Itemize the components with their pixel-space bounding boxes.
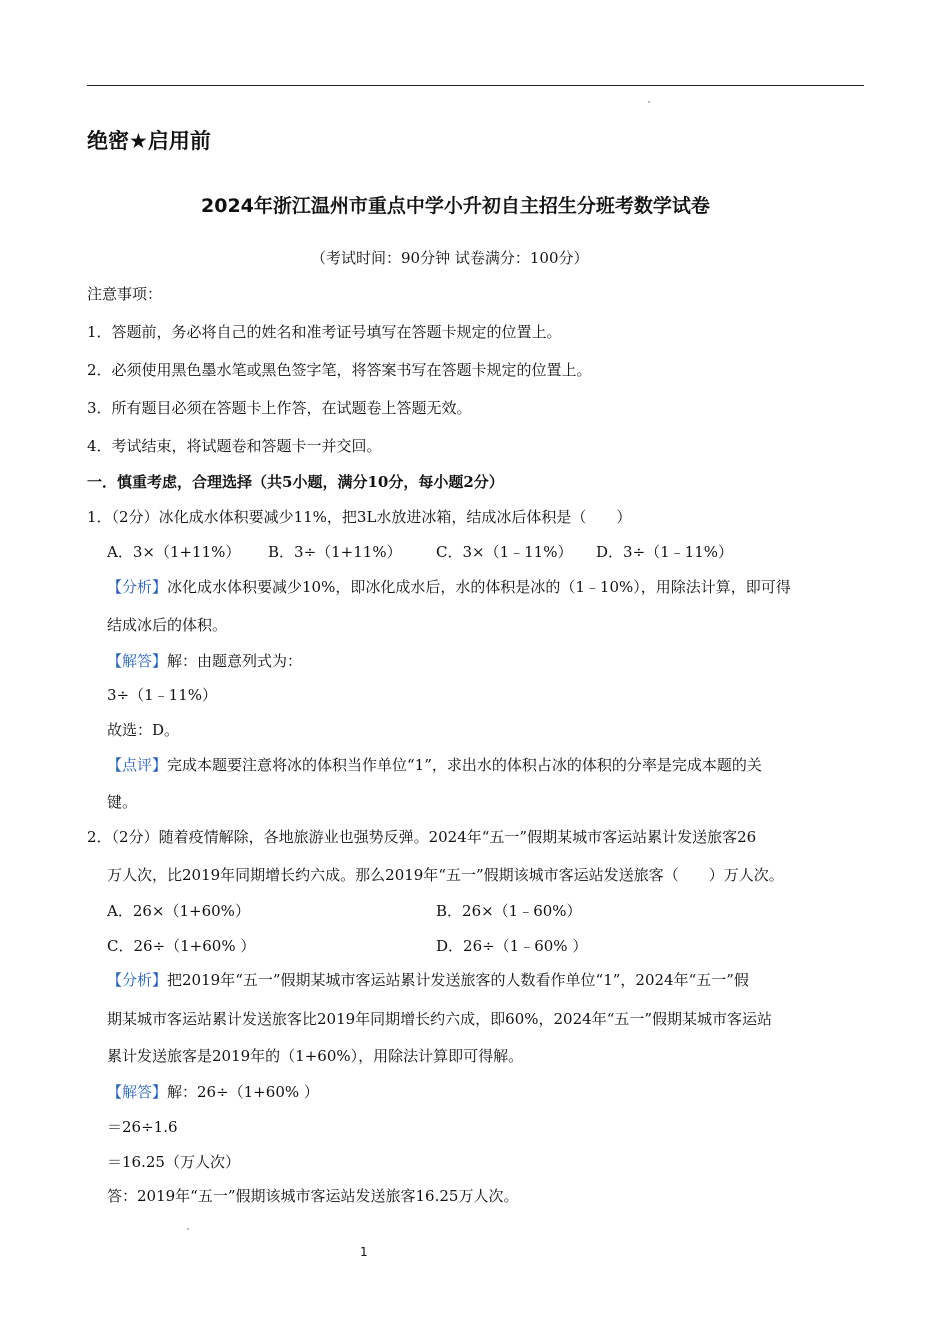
q1-option-c: C．3×（1﹣11%）: [436, 543, 573, 561]
q2-answer-final: 答：2019年“五一”假期该城市客运站发送旅客16.25万人次。: [107, 1187, 519, 1205]
analysis-text: 把2019年“五一”假期某城市客运站累计发送旅客的人数看作单位“1”，2024年“五一”假: [167, 971, 749, 989]
notice-heading: 注意事项：: [87, 285, 163, 303]
q2-answer: [107, 1085, 319, 1100]
secret-label: 绝密★启用前: [87, 129, 211, 153]
answer-tag: 【解答】: [107, 1083, 168, 1101]
section-heading: 一．慎重考虑，合理选择（共5小题，满分10分，每小题2分）: [87, 473, 504, 491]
analysis-text: 冰化成水体积要减少10%，即冰化成水后，水的体积是冰的（1﹣10%），用除法计算，即可得: [167, 578, 791, 596]
answer-text: 解：26÷（1+60% ）: [167, 1083, 319, 1101]
q1-answer: [107, 654, 302, 669]
q2-option-a: A．26×（1+60%）: [107, 902, 250, 920]
q2-stem: 2．（2分）随着疫情解除，各地旅游业也强势反弹。2024年“五一”假期某城市客运站累计发送旅客26: [87, 828, 757, 846]
comment-tag: 【点评】: [107, 756, 168, 774]
q2-stem-cont: 万人次，比2019年同期增长约六成。那么2019年“五一”假期该城市客运站发送旅客（ ）万人次。: [107, 866, 784, 884]
q1-option-a: A．3×（1+11%）: [107, 543, 241, 561]
q2-analysis-cont: 期某城市客运站累计发送旅客比2019年同期增长约六成，即60%，2024年“五一”假期某城市客运站: [107, 1010, 773, 1028]
speck: [187, 1228, 189, 1230]
q1-comment-cont: 键。: [107, 793, 138, 811]
analysis-tag: 【分析】: [107, 971, 168, 989]
q2-analysis-cont: 累计发送旅客是2019年的（1+60%），用除法计算即可得解。: [107, 1047, 524, 1065]
exam-info: （考试时间：90分钟 试卷满分：100分）: [311, 249, 589, 267]
answer-tag: 【解答】: [107, 652, 168, 670]
q1-analysis-cont: 结成冰后的体积。: [107, 616, 228, 634]
page-number: 1: [360, 1245, 368, 1259]
q1-stem: 1．（2分）冰化成水体积要减少11%，把3L水放进冰箱，结成冰后体积是（ ）: [87, 508, 632, 526]
answer-text: 解：由题意列式为：: [167, 652, 303, 670]
q1-answer-expr: 3÷（1﹣11%）: [107, 686, 217, 704]
q2-answer-step: ＝16.25（万人次）: [107, 1153, 240, 1171]
page-title: 2024年浙江温州市重点中学小升初自主招生分班考数学试卷: [201, 195, 710, 217]
header-rule: [87, 85, 864, 86]
q1-option-b: B．3÷（1+11%）: [268, 543, 402, 561]
notice-item: 2．必须使用黑色墨水笔或黑色签字笔，将答案书写在答题卡规定的位置上。: [87, 361, 592, 379]
speck: [648, 101, 650, 103]
q1-option-d: D．3÷（1﹣11%）: [596, 543, 734, 561]
q2-option-d: D．26÷（1﹣60% ）: [436, 937, 588, 955]
q2-answer-step: ＝26÷1.6: [107, 1118, 178, 1136]
q1-comment: [107, 758, 762, 773]
notice-item: 4．考试结束，将试题卷和答题卡一并交回。: [87, 437, 382, 455]
q2-analysis: [107, 973, 749, 988]
analysis-tag: 【分析】: [107, 578, 168, 596]
comment-text: 完成本题要注意将冰的体积当作单位“1”，求出水的体积占冰的体积的分率是完成本题的关: [167, 756, 762, 774]
notice-item: 3．所有题目必须在答题卡上作答，在试题卷上答题无效。: [87, 399, 472, 417]
q1-answer-choice: 故选：D。: [107, 721, 180, 739]
q2-option-b: B．26×（1﹣60%）: [436, 902, 582, 920]
q2-option-c: C．26÷（1+60% ）: [107, 937, 256, 955]
q1-analysis: [107, 580, 791, 595]
notice-item: 1．答题前，务必将自己的姓名和准考证号填写在答题卡规定的位置上。: [87, 323, 562, 341]
